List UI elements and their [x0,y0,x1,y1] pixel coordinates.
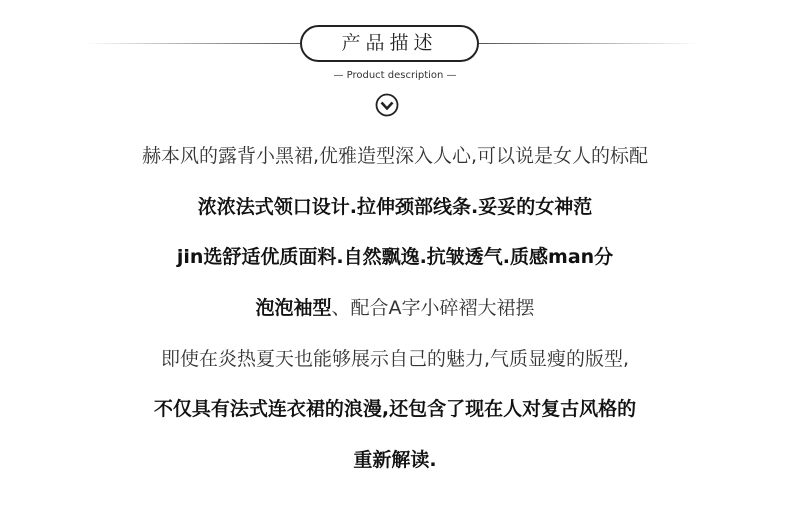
description-line-6: 不仅具有法式连衣裙的浪漫,还包含了现在人对复古风格的 [153,398,637,421]
header-rule-right [479,43,699,44]
section-subtitle: — Product description — [333,70,457,81]
description-line-3: jin选舒适优质面料.自然飘逸.抗皱透气.质感man分 [176,246,614,269]
chevron-down-circle-icon [375,93,399,117]
description-line-7: 重新解读. [353,449,437,472]
description-line-4-highlight: 泡泡袖型 [255,297,332,320]
description-line-2: 浓浓法式领口设计.拉伸颈部线条.妥妥的女神范 [197,195,593,218]
description-line-4-rest: 、配合A字小碎褶大裙摆 [331,297,535,320]
description-line-5: 即使在炎热夏天也能够展示自己的魅力,气质显瘦的版型, [160,347,630,370]
section-header [0,0,790,120]
product-description [0,131,790,486]
description-line-4 [0,283,790,334]
header-rule-left [85,43,300,44]
section-title: 产品描述 [300,25,479,62]
description-line-1: 赫本风的露背小黑裙,优雅造型深入人心,可以说是女人的标配 [141,145,649,167]
